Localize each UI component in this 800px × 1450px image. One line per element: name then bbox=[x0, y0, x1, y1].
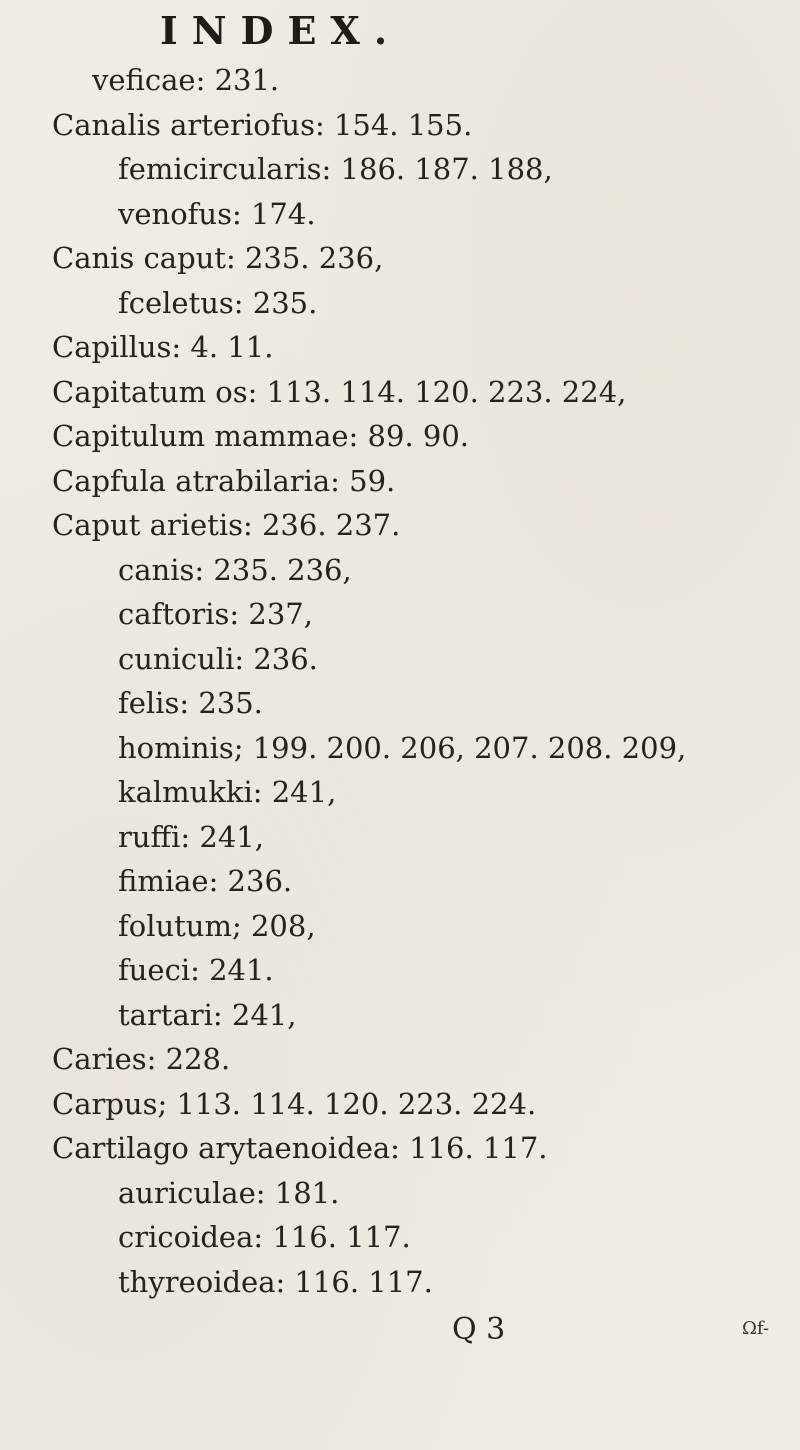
index-entry: cuniculi: 236. bbox=[118, 641, 318, 676]
index-entry: Capitatum os: 113. 114. 120. 223. 224, bbox=[52, 374, 627, 409]
index-entry: cricoidea: 116. 117. bbox=[118, 1220, 411, 1254]
index-entry: folutum; 208, bbox=[118, 908, 316, 943]
index-entry: Capitulum mammae: 89. 90. bbox=[52, 419, 470, 453]
index-entry: Cartilago arytaenoidea: 116. 117. bbox=[52, 1131, 548, 1165]
signature-mark: Q 3 bbox=[452, 1312, 506, 1347]
index-entry: Canis caput: 235. 236, bbox=[52, 241, 384, 275]
corner-mark: Ωf- bbox=[742, 1318, 770, 1339]
index-entry: felis: 235. bbox=[118, 686, 263, 720]
index-entry: caftoris: 237, bbox=[118, 597, 313, 631]
index-entry: ruffi: 241, bbox=[118, 819, 264, 854]
index-entry: venofus: 174. bbox=[118, 196, 316, 231]
index-entry: tartari: 241, bbox=[118, 997, 297, 1032]
index-entry: Canalis arteriofus: 154. 155. bbox=[52, 107, 473, 142]
index-entry: thyreoidea: 116. 117. bbox=[118, 1264, 433, 1299]
index-entry: hominis; 199. 200. 206, 207. 208. 209, bbox=[118, 730, 687, 765]
index-entry: canis: 235. 236, bbox=[118, 552, 352, 587]
index-entry: fueci: 241. bbox=[118, 953, 274, 987]
index-entry: Capillus: 4. 11. bbox=[52, 330, 274, 364]
index-entry: Capfula atrabilaria: 59. bbox=[52, 463, 396, 498]
index-entry: auriculae: 181. bbox=[118, 1175, 340, 1210]
index-entry: Caput arietis: 236. 237. bbox=[52, 508, 401, 542]
page-header: INDEX. bbox=[160, 8, 402, 53]
index-entry: fimiae: 236. bbox=[118, 864, 293, 898]
index-entry: Carpus; 113. 114. 120. 223. 224. bbox=[52, 1086, 537, 1121]
index-entry: veficae: 231. bbox=[92, 63, 280, 97]
index-entry: kalmukki: 241, bbox=[118, 775, 337, 809]
index-entry: femicircularis: 186. 187. 188, bbox=[118, 152, 553, 186]
index-entry: Caries: 228. bbox=[52, 1042, 231, 1076]
index-entry: fceletus: 235. bbox=[118, 285, 318, 320]
